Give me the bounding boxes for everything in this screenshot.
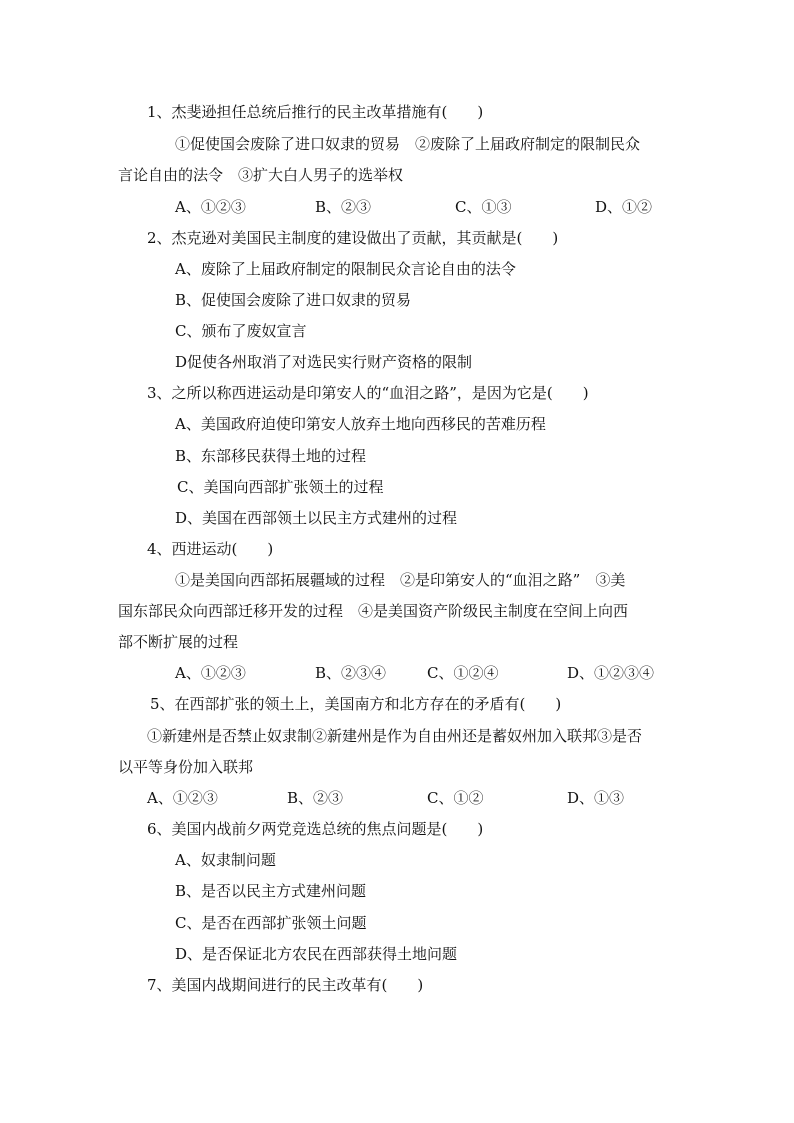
question-5-option-b[interactable]: B、②③ (287, 789, 344, 807)
question-6-option-d[interactable]: D、是否保证北方农民在西部获得土地问题 (175, 945, 458, 963)
question-2-option-b[interactable]: B、促使国会废除了进口奴隶的贸易 (175, 291, 412, 309)
question-3-option-c[interactable]: C、美国向西部扩张领土的过程 (177, 478, 384, 496)
question-2-stem: 2、杰克逊对美国民主制度的建设做出了贡献，其贡献是( ) (147, 229, 559, 247)
question-1-options (0, 197, 794, 217)
question-1-option-c[interactable]: C、①③ (455, 198, 512, 216)
question-1-stem: 1、杰斐逊担任总统后推行的民主改革措施有( ) (147, 103, 484, 121)
question-1-statement-line: 言论自由的法令 ③扩大白人男子的选举权 (118, 166, 404, 184)
question-5-statement-line: 以平等身份加入联邦 (118, 758, 254, 776)
question-3-stem: 3、之所以称西进运动是印第安人的“血泪之路”，是因为它是( ) (147, 384, 589, 402)
question-5-option-c[interactable]: C、①② (427, 789, 484, 807)
question-5-statement-line: ①新建州是否禁止奴隶制②新建州是作为自由州还是蓄奴州加入联邦③是否 (147, 727, 643, 745)
question-1-option-d[interactable]: D、①② (595, 198, 653, 216)
question-4-option-a[interactable]: A、①②③ (175, 664, 246, 682)
question-2-option-d[interactable]: D促使各州取消了对选民实行财产资格的限制 (175, 353, 473, 371)
question-6-option-c[interactable]: C、是否在西部扩张领土问题 (175, 914, 367, 932)
question-5-option-a[interactable]: A、①②③ (147, 789, 218, 807)
question-6-option-b[interactable]: B、是否以民主方式建州问题 (175, 882, 367, 900)
question-3-option-b[interactable]: B、东部移民获得土地的过程 (175, 447, 367, 465)
question-4-option-b[interactable]: B、②③④ (315, 664, 387, 682)
question-6-stem: 6、美国内战前夕两党竞选总统的焦点问题是( ) (147, 820, 484, 838)
question-2-option-c[interactable]: C、颁布了废奴宣言 (175, 322, 307, 340)
question-1-statement-line: ①促使国会废除了进口奴隶的贸易 ②废除了上届政府制定的限制民众 (175, 135, 641, 153)
question-4-stem: 4、西进运动( ) (147, 540, 274, 558)
question-5-options (0, 788, 794, 808)
question-1-option-b[interactable]: B、②③ (315, 198, 372, 216)
question-3-option-a[interactable]: A、美国政府迫使印第安人放弃土地向西移民的苦难历程 (175, 415, 546, 433)
question-5-stem: 5、在西部扩张的领土上，美国南方和北方存在的矛盾有( ) (150, 695, 562, 713)
question-4-statement-line: 部不断扩展的过程 (118, 633, 239, 651)
question-7-stem: 7、美国内战期间进行的民主改革有( ) (147, 976, 424, 994)
question-4-option-d[interactable]: D、①②③④ (567, 664, 655, 682)
question-6-option-a[interactable]: A、奴隶制问题 (175, 851, 276, 869)
question-4-options (0, 663, 794, 683)
question-5-option-d[interactable]: D、①③ (567, 789, 625, 807)
question-3-option-d[interactable]: D、美国在西部领土以民主方式建州的过程 (175, 509, 458, 527)
question-2-option-a[interactable]: A、废除了上届政府制定的限制民众言论自由的法令 (175, 260, 516, 278)
question-4-statement-line: 国东部民众向西部迁移开发的过程 ④是美国资产阶级民主制度在空间上向西 (118, 602, 629, 620)
question-1-option-a[interactable]: A、①②③ (175, 198, 246, 216)
question-4-option-c[interactable]: C、①②④ (427, 664, 499, 682)
question-4-statement-line: ①是美国向西部拓展疆域的过程 ②是印第安人的“血泪之路” ③美 (175, 571, 626, 589)
